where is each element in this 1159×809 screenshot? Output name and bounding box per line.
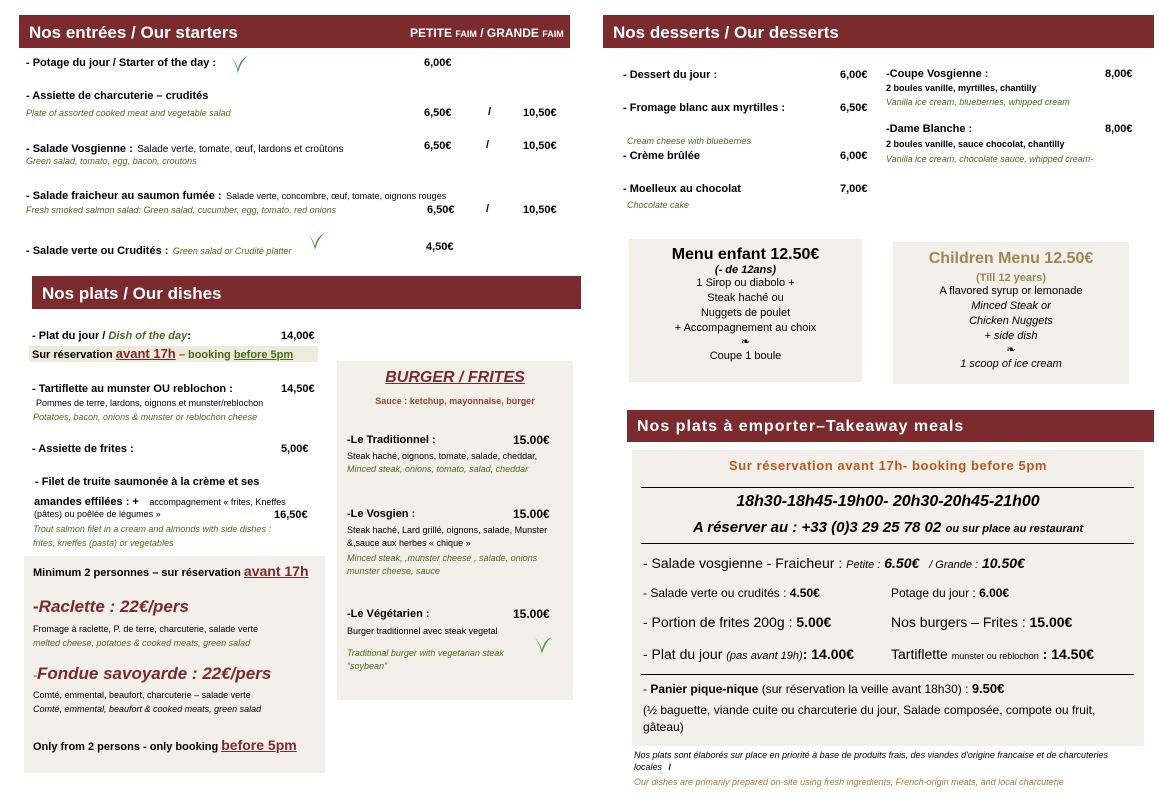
dish-of-day-price: 14,00€ — [281, 330, 315, 342]
burger-item-price: 15.00€ — [513, 507, 550, 521]
takeaway-panier-desc: (½ baguette, viande cuite ou charcuterie du jour, Salade composée, compote ou fruit, gâteau) — [643, 703, 1096, 734]
group-min-note: Minimum 2 personnes – sur réservation avant 17h — [33, 563, 309, 579]
truite-name-2: amandes effilées : + accompagnement « frites, Kneffes — [34, 496, 286, 508]
fondue-desc: Comté, emmental, beaufort, charcuterie – salade verte — [33, 690, 251, 700]
starter-item-english: Fresh smoked salmon salad: Green salad, cucumber, egg, tomato, red onions — [26, 205, 337, 215]
tartiflette-price: 14,50€ — [281, 383, 315, 395]
starter-price-petite: 6,00€ — [424, 57, 452, 69]
dessert-item-desc: 2 boules vanille, sauce chocolat, chantilly — [886, 139, 1065, 149]
starter-price-petite: 4,50€ — [426, 241, 454, 253]
starter-item-english: Green salad or Crudité platter — [172, 246, 292, 256]
starter-item — [26, 241, 291, 259]
starters-size-columns: PETITE FAIM / GRANDE FAIM — [410, 26, 564, 40]
dessert-item-price: 6,00€ — [840, 150, 868, 162]
tartiflette-name: - Tartiflette au munster OU reblochon : — [32, 383, 233, 395]
footer-french: Nos plats sont élaborés sur place en priorité à base de produits frais, des viandes d'origine francaise et de charcuteries locales / — [634, 750, 1108, 772]
dessert-item-name: - Fromage blanc aux myrtilles : — [623, 102, 785, 114]
starters-title: Nos entrées / Our starters — [29, 23, 238, 42]
kids-menu-fr-age: (- de 12ans) — [714, 264, 777, 276]
kids-menu-fr-line: Nuggets de poulet — [700, 307, 791, 319]
takeaway-item: - Portion de frites 200g : 5.00€ — [643, 614, 832, 630]
truite-desc: (pâtes) ou poêlée de légumes » — [34, 509, 161, 519]
kids-menu-fr-line: 1 Sirop ou diabolo + — [696, 277, 795, 289]
starters-header — [19, 15, 570, 48]
group-booking-note: Only from 2 persons - only booking before 5pm — [33, 737, 297, 753]
starter-price-sep: / — [488, 106, 492, 118]
dessert-item-price: 8,00€ — [1105, 68, 1133, 80]
raclette-desc: Fromage à raclette, P. de terre, charcuterie, salade verte — [33, 624, 258, 634]
burger-item-desc: Steak haché, Lard grillé, oignons, salade, Munster &,sauce aux herbes « chique » — [347, 525, 548, 548]
starter-price-grande: 10,50€ — [523, 107, 557, 119]
dish-of-day: - Plat du jour / Dish of the day: — [32, 330, 191, 342]
starter-item-english: Plate of assorted cooked meat and vegetable salad — [26, 108, 231, 118]
burger-item-price: 15.00€ — [513, 607, 550, 621]
burger-sauce: Sauce : ketchup, mayonnaise, burger — [375, 396, 535, 406]
starter-price-petite: 6,50€ — [427, 204, 455, 216]
takeaway-item: - Salade verte ou crudités : 4.50€ — [643, 586, 820, 600]
starter-item — [26, 186, 446, 204]
footer-english: Our dishes are primarily prepared on-site using fresh ingredients, French-origin meats, and local charcuterie — [634, 777, 1064, 787]
starter-item-english: Green salad, tomato, egg, bacon, croutons — [26, 156, 197, 166]
takeaway-booking: Sur réservation avant 17h- booking before 5pm — [728, 458, 1048, 473]
starter-price-grande: 10,50€ — [523, 204, 557, 216]
takeaway-times: 18h30-18h45-19h00- 20h30-20h45-21h00 — [736, 493, 1040, 510]
dessert-item-name: -Dame Blanche : — [886, 123, 973, 135]
desserts-title: Nos desserts / Our desserts — [613, 23, 839, 42]
kids-menu-fr-last: Coupe 1 boule — [709, 350, 782, 362]
truite-english: Trout salmon filet in a cream and almonds with side dishes : — [33, 524, 271, 534]
takeaway-panier: - Panier pique-nique (sur réservation la veille avant 18h30) : 9.50€ — [643, 681, 1005, 696]
frites-price: 5,00€ — [281, 443, 309, 455]
takeaway-header — [627, 410, 1154, 442]
burger-item-english: Traditional burger with vegetarian steak “soybean” — [347, 648, 504, 671]
takeaway-rule-mid — [641, 543, 1134, 544]
kids-menu-fr-line: Steak haché ou — [707, 292, 784, 304]
kids-menu-en-line: Chicken Nuggets — [969, 315, 1053, 327]
burger-item-name: -Le Végétarien : — [347, 608, 430, 620]
takeaway-item: Nos burgers – Frites : 15.00€ — [891, 614, 1073, 630]
dessert-item-english: Cream cheese with blueberries — [627, 136, 752, 146]
starter-item-name: - Salade Vosgienne : — [26, 143, 133, 155]
starter-item-desc: Salade verte, tomate, œuf, lardons et croûtons — [137, 144, 344, 155]
dishes-header — [32, 276, 581, 309]
starter-price-sep: / — [486, 203, 490, 215]
takeaway-rule-top — [641, 487, 1134, 488]
desserts-header — [603, 15, 1154, 48]
dessert-item-name: -Coupe Vosgienne : — [886, 68, 989, 80]
starter-item-name: - Salade verte ou Crudités : — [26, 245, 169, 257]
truite-price: 16,50€ — [274, 509, 308, 521]
kids-menu-en-box — [893, 242, 1129, 384]
kids-menu-en-line: + side dish — [984, 330, 1038, 342]
starter-price-petite: 6,50€ — [424, 140, 452, 152]
vegetarian-leaf-icon — [228, 53, 250, 75]
kids-menu-en-line: A flavored syrup or lemonade — [939, 285, 1083, 297]
burger-item-desc: Burger traditionnel avec steak vegetal — [347, 626, 498, 636]
starter-item-name: - Salade fraicheur au saumon fumée : — [26, 190, 222, 202]
burger-item-price: 15.00€ — [513, 433, 550, 447]
dessert-item-price: 6,50€ — [840, 102, 868, 114]
kids-menu-fr-box — [629, 239, 862, 382]
kids-menu-en-line: Minced Steak or — [971, 300, 1051, 312]
takeaway-salade-vosgienne: - Salade vosgienne - Fraicheur : Petite : 6.50€ / Grande : 10.50€ — [643, 555, 1025, 571]
dishes-title: Nos plats / Our dishes — [42, 284, 222, 303]
starter-item-name: - Assiette de charcuterie – crudités — [26, 90, 209, 102]
fondue-english: Comté, emmental, beaufort & cooked meats, green salad — [33, 704, 262, 714]
burger-title: BURGER / FRITES — [385, 369, 525, 386]
dessert-item-price: 6,00€ — [840, 69, 868, 81]
vegetarian-leaf-icon — [305, 230, 327, 252]
dessert-item-desc: 2 boules vanille, myrtilles, chantilly — [886, 83, 1037, 93]
tartiflette-english: Potatoes, bacon, onions & munster or reblochon cheese — [33, 412, 258, 422]
dessert-item-english: Vanilla ice cream, chocolate sauce, whipped cream- — [886, 154, 1094, 164]
takeaway-item: Potage du jour : 6.00€ — [891, 586, 1010, 600]
kids-menu-fr-line: + Accompagnement au choix — [674, 322, 817, 334]
ornament-icon: ❧ — [740, 336, 751, 348]
starter-item-desc: Salade verte, concombre, œuf, tomate, oignons rouges — [226, 191, 447, 201]
takeaway-plat-du-jour: - Plat du jour (pas avant 19h): 14.00€ — [643, 646, 855, 662]
takeaway-tartiflette: Tartiflette munster ou reblochon : 14.50€ — [891, 646, 1095, 662]
starter-price-grande: 10,50€ — [523, 140, 557, 152]
dessert-item-name: - Moelleux au chocolat — [623, 183, 741, 195]
starter-price-sep: / — [486, 139, 490, 151]
dessert-item-price: 7,00€ — [840, 183, 868, 195]
takeaway-rule-bottom — [641, 674, 1134, 675]
kids-menu-fr-title: Menu enfant 12.50€ — [671, 246, 820, 263]
tartiflette-desc: Pommes de terre, lardons, oignons et munster/reblochon — [36, 398, 264, 408]
dessert-item-price: 8,00€ — [1105, 123, 1133, 135]
starter-item-name: - Potage du jour / Starter of the day : — [26, 57, 217, 69]
takeaway-title: Nos plats à emporter–Takeaway meals — [637, 418, 965, 435]
starter-price-petite: 6,50€ — [424, 107, 452, 119]
burger-item-name: -Le Traditionnel : — [347, 434, 436, 446]
dessert-item-name: - Crème brûlée — [623, 150, 701, 162]
raclette-english: melted cheese, potatoes & cooked meats, green salad — [33, 638, 251, 648]
truite-name: - Filet de truite saumonée à la crème et ses — [35, 476, 260, 488]
fondue-title: -Fondue savoyarde : 22€/pers — [33, 664, 272, 683]
dessert-item-name: - Dessert du jour : — [623, 69, 718, 81]
kids-menu-en-last: 1 scoop of ice cream — [960, 358, 1062, 370]
takeaway-phone: A réserver au : +33 (0)3 29 25 78 02 ou sur place au restaurant — [692, 519, 1084, 536]
burger-item-name: -Le Vosgien : — [347, 508, 416, 520]
raclette-title: -Raclette : 22€/pers — [33, 597, 189, 616]
kids-menu-en-title: Children Menu 12.50€ — [928, 250, 1094, 267]
burger-item-desc: Steak haché, oignons, tomate, salade, cheddar, — [347, 451, 538, 461]
truite-english-2: frites, kneffes (pasta) or vegetables — [33, 538, 174, 548]
dessert-item-english: Vanilla ice cream, blueberries, whipped cream — [886, 97, 1070, 107]
frites-name: - Assiette de frites : — [32, 443, 134, 455]
vegetarian-leaf-icon — [532, 634, 554, 656]
burger-item-english: Minced steak, onions, tomato, salad, cheddar — [347, 464, 529, 474]
burger-item-english: Minced steak, ,munster cheese , salade, onions munster cheese, sauce — [347, 553, 538, 576]
dish-reservation-note: Sur réservation avant 17h – booking before 5pm — [29, 346, 318, 362]
dessert-item-english: Chocolate cake — [627, 200, 690, 210]
ornament-icon: ❧ — [1006, 344, 1016, 356]
kids-menu-en-age: (Till 12 years) — [975, 272, 1047, 284]
starter-item — [26, 139, 343, 157]
